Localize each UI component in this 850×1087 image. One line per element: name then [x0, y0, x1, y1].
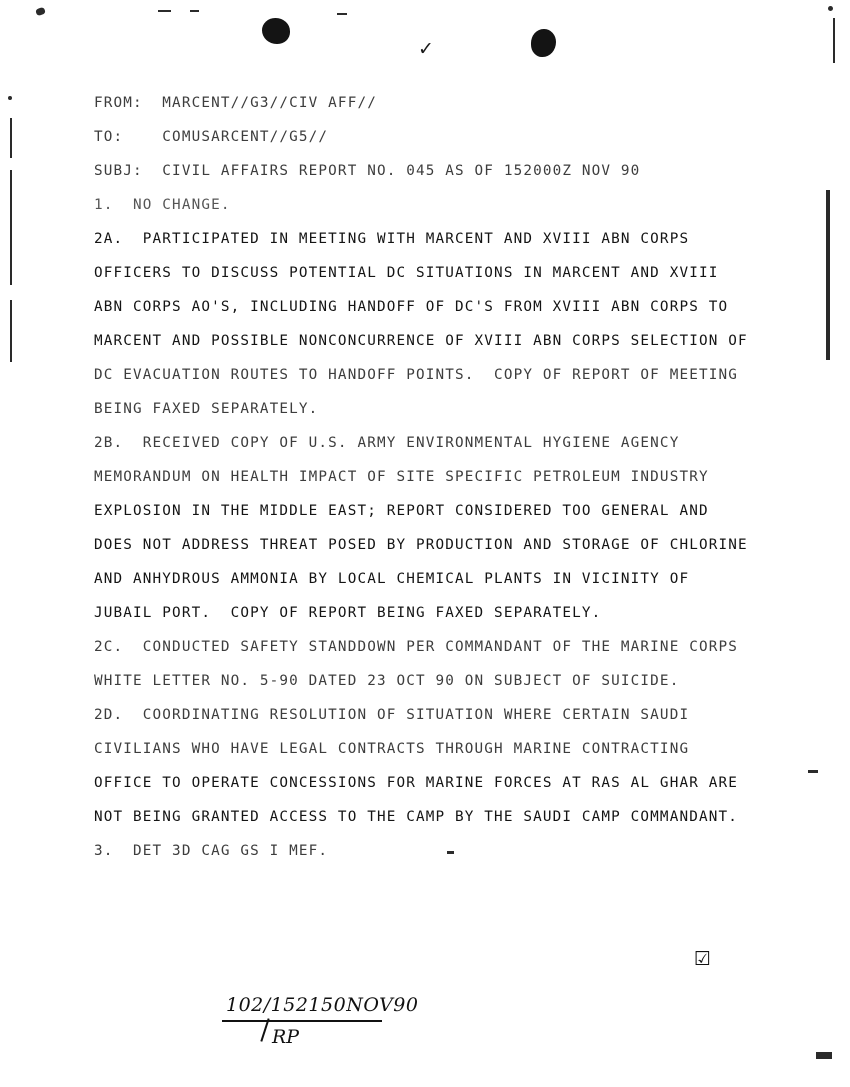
scan-speck: [190, 10, 199, 12]
message-line: TO: COMUSARCENT//G5//: [94, 129, 329, 145]
message-line: 2D. COORDINATING RESOLUTION OF SITUATION WHERE CERTAIN SAUDI: [94, 707, 690, 723]
scan-edge-mark: [10, 170, 12, 285]
message-line: ABN CORPS AO'S, INCLUDING HANDOFF OF DC'S FROM XVIII ABN CORPS TO: [94, 299, 729, 315]
message-line: SUBJ: CIVIL AFFAIRS REPORT NO. 045 AS OF 152000Z NOV 90: [94, 163, 641, 179]
message-line: FROM: MARCENT//G3//CIV AFF//: [94, 95, 377, 111]
scan-edge-mark: [10, 300, 12, 362]
check-mark-icon: ✓: [418, 38, 434, 60]
message-line: 3. DET 3D CAG GS I MEF.: [94, 843, 329, 859]
scan-speck: [158, 10, 171, 12]
message-line: DOES NOT ADDRESS THREAT POSED BY PRODUCTION AND STORAGE OF CHLORINE: [94, 537, 748, 553]
message-line: NOT BEING GRANTED ACCESS TO THE CAMP BY THE SAUDI CAMP COMMANDANT.: [94, 809, 738, 825]
handwritten-initials: RP: [272, 1026, 300, 1048]
handwritten-underline: [222, 1020, 382, 1022]
message-line: OFFICE TO OPERATE CONCESSIONS FOR MARINE FORCES AT RAS AL GHAR ARE: [94, 775, 738, 791]
message-line: WHITE LETTER NO. 5-90 DATED 23 OCT 90 ON SUBJECT OF SUICIDE.: [94, 673, 680, 689]
message-line: DC EVACUATION ROUTES TO HANDOFF POINTS. COPY OF REPORT OF MEETING: [94, 367, 738, 383]
scan-speck: [828, 6, 833, 11]
ink-blob-artifact: [262, 18, 290, 44]
handwritten-annotation: [222, 994, 422, 1064]
message-line: OFFICERS TO DISCUSS POTENTIAL DC SITUATIONS IN MARCENT AND XVIII: [94, 265, 719, 281]
message-line: EXPLOSION IN THE MIDDLE EAST; REPORT CONSIDERED TOO GENERAL AND: [94, 503, 709, 519]
message-line: 2A. PARTICIPATED IN MEETING WITH MARCENT AND XVIII ABN CORPS: [94, 231, 690, 247]
scan-edge-mark: [10, 118, 12, 158]
scan-edge-mark: [826, 190, 830, 360]
handwritten-datetime: 102/152150NOV90: [226, 994, 419, 1016]
scan-speck: [337, 13, 347, 15]
scan-edge-mark: [833, 18, 835, 63]
message-line: 2C. CONDUCTED SAFETY STANDDOWN PER COMMANDANT OF THE MARINE CORPS: [94, 639, 738, 655]
scan-edge-mark: [816, 1052, 832, 1059]
message-line: MEMORANDUM ON HEALTH IMPACT OF SITE SPECIFIC PETROLEUM INDUSTRY: [94, 469, 709, 485]
message-line: JUBAIL PORT. COPY OF REPORT BEING FAXED SEPARATELY.: [94, 605, 602, 621]
message-line: 1. NO CHANGE.: [94, 197, 231, 213]
stamp-mark: ☑: [694, 948, 712, 970]
scan-speck: [8, 96, 12, 100]
ink-blob-artifact: [531, 29, 556, 57]
message-line: AND ANHYDROUS AMMONIA BY LOCAL CHEMICAL PLANTS IN VICINITY OF: [94, 571, 690, 587]
message-line: CIVILIANS WHO HAVE LEGAL CONTRACTS THROUGH MARINE CONTRACTING: [94, 741, 690, 757]
message-line: BEING FAXED SEPARATELY.: [94, 401, 319, 417]
scan-speck: [808, 770, 818, 773]
scan-speck: [35, 7, 46, 16]
document-body: [94, 86, 794, 868]
message-line: 2B. RECEIVED COPY OF U.S. ARMY ENVIRONMENTAL HYGIENE AGENCY: [94, 435, 680, 451]
message-line: MARCENT AND POSSIBLE NONCONCURRENCE OF XVIII ABN CORPS SELECTION OF: [94, 333, 748, 349]
